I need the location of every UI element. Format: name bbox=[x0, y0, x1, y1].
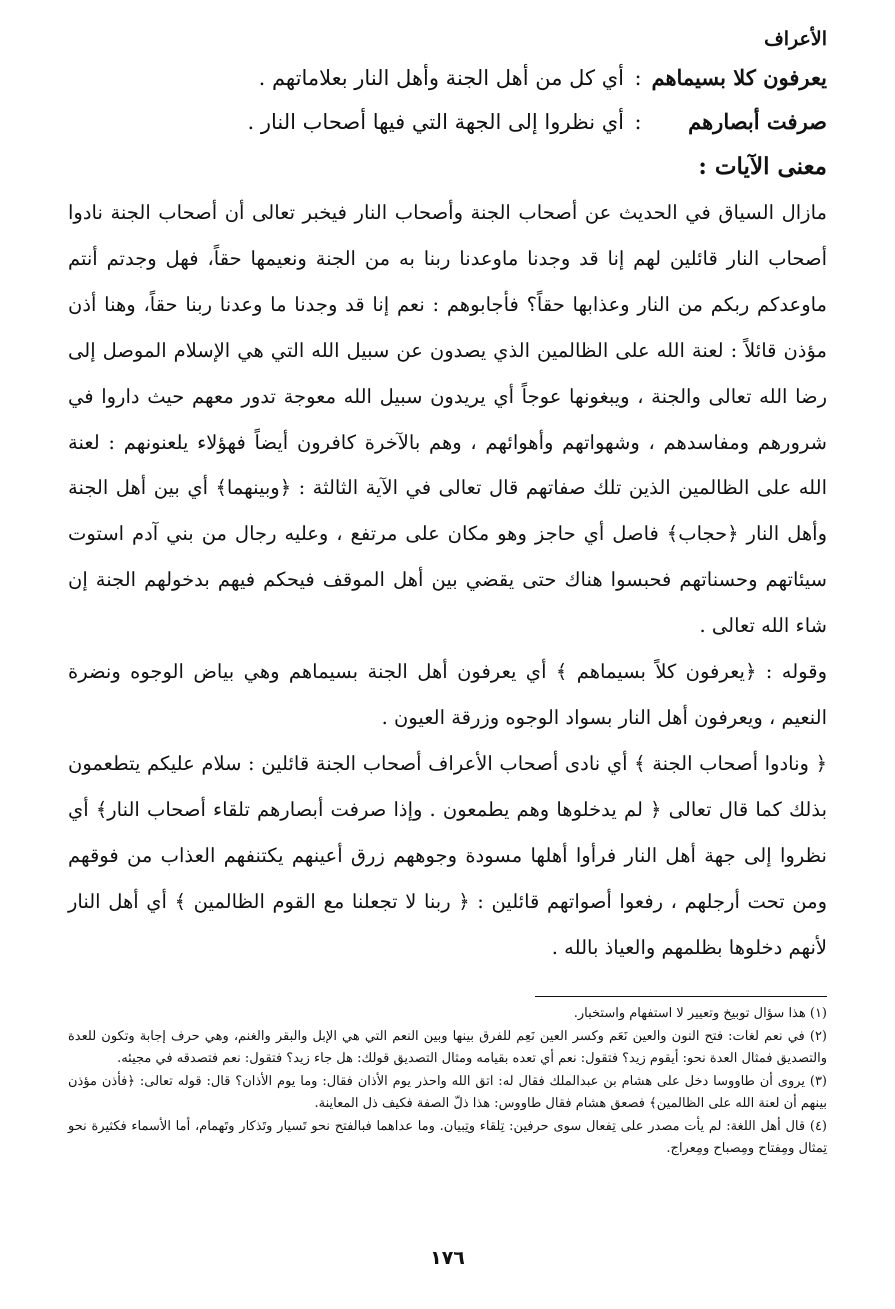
commentary-paragraph: ﴿ ونادوا أصحاب الجنة ﴾ أي نادى أصحاب الأعراف أصحاب الجنة قائلين : سلام عليكم يتطعمون بذلك كما قال تعالى ﴿ لم يدخلوها وهم يطمعون . وإذا صرفت أبصارهم تلقاء أصحاب النار﴾ أي نظروا إلى جهة أهل النار فرأوا أهلها مسودة وجوههم زرق أعينهم يكتنفهم العذاب من فوقهم ومن تحت أرجلهم ، رفعوا أصواتهم قائلين : ﴿ ربنا لا تجعلنا مع القوم الظالمين ﴾ أي أهل النار لأنهم دخلوها بظلمهم والعياذ بالله . bbox=[68, 751, 827, 959]
vocabulary-definition: أي نظروا إلى الجهة التي فيها أصحاب النار . bbox=[247, 110, 624, 134]
chapter-header: الأعراف bbox=[764, 28, 827, 50]
vocabulary-definition: أي كل من أهل الجنة وأهل النار بعلاماتهم . bbox=[258, 66, 624, 90]
footnote: (٤) قال أهل اللغة: لم يأت مصدر على تِفعال سوى حرفين: تِلقاء وتِبيان. وما عداهما فبالفتح نحو تَسيار وتَذكار وتَهمام، أما الأسماء فكثيرة نحو تِمثال ومِفتاح ومِصباح ومِعراج. bbox=[68, 1118, 827, 1157]
page-number: ١٧٦ bbox=[430, 1247, 465, 1269]
vocabulary-colon: : bbox=[634, 66, 642, 90]
footnote: (١) هذا سؤال توبيخ وتعيير لا استفهام واستخبار. bbox=[573, 1006, 827, 1022]
vocabulary-row bbox=[68, 100, 827, 144]
vocabulary-term: صرفت أبصارهم bbox=[688, 109, 827, 134]
commentary-paragraph: وقوله : ﴿يعرفون كلاً بسيماهم ﴾ أي يعرفون أهل الجنة بسيماهم وهي بياض الوجوه ونضرة النعيم ، ويعرفون أهل النار بسواد الوجوه وزرقة العيون . bbox=[68, 660, 827, 729]
vocabulary-row bbox=[68, 56, 827, 100]
vocabulary-list bbox=[68, 56, 827, 144]
footnotes bbox=[68, 1003, 827, 1161]
footnote: (٣) يروى أن طاووسا دخل على هشام بن عبدالملك فقال له: اتق الله واحذر يوم الأذان فقال: وما يوم الأذان؟ قال: قوله تعالى: ﴿فأذن مؤذن بينهم أن لعنة الله على الظالمين﴾ فصعق هشام فقال طاووس: هذا ذلّ الصفة فكيف ذل المعاينة. bbox=[68, 1073, 827, 1112]
section-title: معنى الآيات : bbox=[698, 153, 827, 180]
vocabulary-colon: : bbox=[634, 110, 642, 134]
footnote-separator bbox=[535, 996, 827, 997]
commentary-body bbox=[68, 190, 827, 970]
footnote: (٢) في نعم لغات: فتح النون والعين نَعَم وكسر العين نَعِم للفرق بينها وبين النعم التي هي الإبل والبقر والغنم، وهي حرف إجابة وتكون للعدة والتصديق فمثال العدة نحو: أيقوم زيد؟ فتقول: نعم أي تعده بقيامه ومثال التصديق قولك: هل جاء زيد؟ فتقول: نعم فتصدقه في مجيئه. bbox=[68, 1028, 827, 1067]
vocabulary-term: يعرفون كلا بسيماهم bbox=[651, 65, 827, 90]
commentary-paragraph: مازال السياق في الحديث عن أصحاب الجنة وأصحاب النار فيخبر تعالى أن أصحاب الجنة نادوا أصحاب النار قائلين لهم إنا قد وجدنا ماوعدنا ربنا به من الجنة ونعيمها حقاً، فهل وجدتم أنتم ماوعدكم ربكم من النار وعذابها حقاً؟ فأجابوهم : نعم إنا قد وجدنا ما وعدنا ربنا حقاً، وهنا أذن مؤذن قائلاً : لعنة الله على الظالمين الذي يصدون عن سبيل الله التي هي الإسلام الموصل إلى رضا الله تعالى والجنة ، ويبغونها عوجاً أي يريدون سبيل الله معوجة تدور معهم حيث داروا في شرورهم ومفاسدهم ، وشهواتهم وأهوائهم ، وهم بالآخرة كافرون أيضاً فهؤلاء يلعنونهم : لعنة الله على الظالمين الذين تلك صفاتهم قال تعالى في الآية الثالثة : ﴿وبينهما﴾ أي بين أهل الجنة وأهل النار ﴿حجاب﴾ فاصل أي حاجز وهو مكان على مرتفع ، وعليه رجال من بني آدم استوت سيئاتهم وحسناتهم فحبسوا هناك حتى يقضي بين أهل الموقف فيحكم فيهم بدخولهم الجنة إن شاء الله تعالى . bbox=[68, 201, 827, 638]
